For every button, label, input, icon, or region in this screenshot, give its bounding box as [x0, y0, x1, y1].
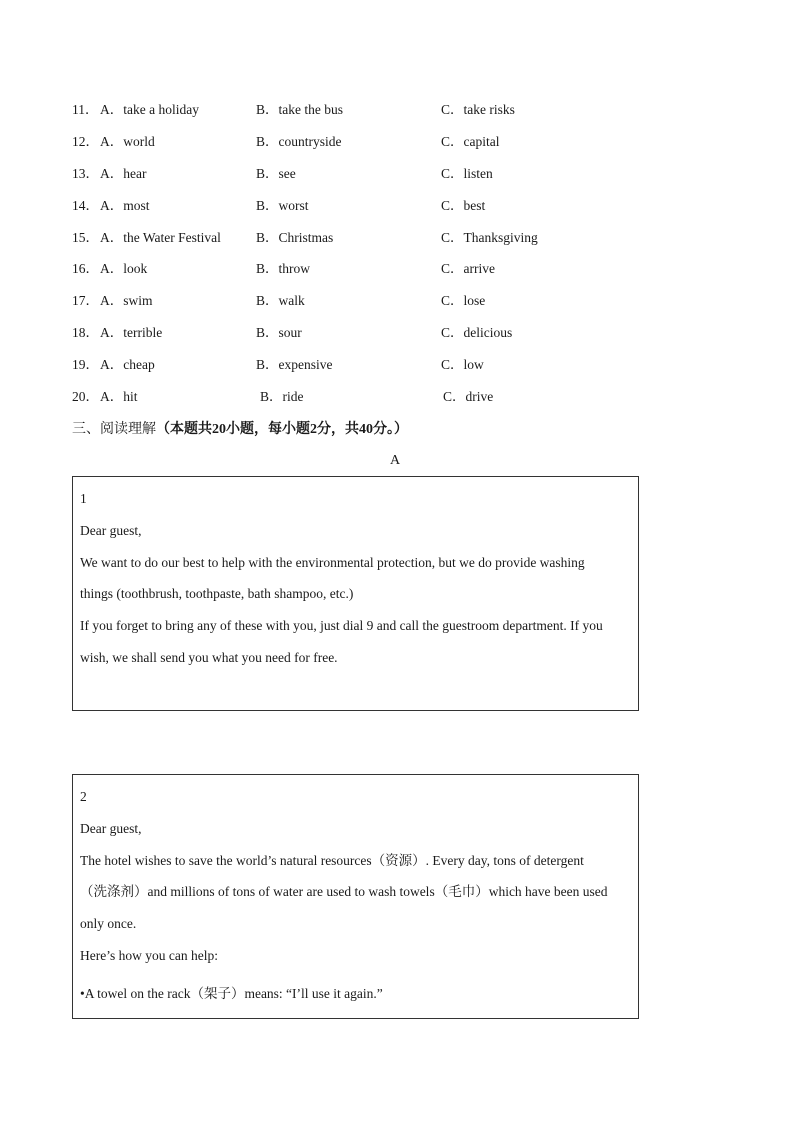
option-b: B．take the bus: [256, 102, 343, 117]
option-b: B．countryside: [256, 134, 342, 149]
option-c: C．best: [441, 198, 486, 213]
notice-text: We want to do our best to help with the environmental protection, but we do provide washing: [80, 555, 585, 570]
option-b: B．worst: [256, 198, 309, 213]
notice-text: If you forget to bring any of these with you, just dial 9 and call the guestroom department. If you: [80, 618, 603, 633]
option-c: C．capital: [441, 134, 500, 149]
question-row: [0, 100, 794, 120]
question-number: 20．: [72, 389, 99, 404]
question-number: 18．: [72, 325, 99, 340]
option-a: A．the Water Festival: [100, 230, 221, 245]
notice-text: only once.: [80, 916, 137, 931]
notice-number: 1: [80, 491, 87, 506]
option-a: A．terrible: [100, 325, 163, 340]
option-a: A．cheap: [100, 357, 155, 372]
option-a: A．hit: [100, 389, 138, 404]
option-a: A．take a holiday: [100, 102, 199, 117]
option-a: A．hear: [100, 166, 147, 181]
question-row: [0, 132, 794, 152]
question-number: 16．: [72, 261, 99, 276]
option-c: C．take risks: [441, 102, 515, 117]
option-c: C．listen: [441, 166, 493, 181]
option-b: B．ride: [260, 389, 304, 404]
option-c: C．delicious: [441, 325, 513, 340]
passage-letter: A: [390, 453, 401, 468]
option-a: A．look: [100, 261, 148, 276]
question-row: [0, 323, 794, 343]
notice-box-1: [72, 476, 639, 711]
question-number: 12．: [72, 134, 99, 149]
question-number: 11．: [72, 102, 99, 117]
notice-greeting: Dear guest,: [80, 523, 142, 538]
question-row: [0, 387, 794, 407]
notice-text: wish, we shall send you what you need for free.: [80, 650, 338, 665]
notice-text: （洗涤剂）and millions of tons of water are used to wash towels（毛巾）which have been used: [80, 884, 608, 899]
option-a: A．most: [100, 198, 150, 213]
question-row: [0, 228, 794, 248]
option-b: B．expensive: [256, 357, 333, 372]
option-a: A．world: [100, 134, 155, 149]
question-row: [0, 291, 794, 311]
question-row: [0, 355, 794, 375]
option-b: B．throw: [256, 261, 310, 276]
option-c: C．Thanksgiving: [441, 230, 538, 245]
question-number: 15．: [72, 230, 99, 245]
question-row: [0, 164, 794, 184]
question-row: [0, 259, 794, 279]
option-c: C．arrive: [441, 261, 495, 276]
notice-text: •A towel on the rack（架子）means: “I’ll use it again.”: [80, 986, 383, 1001]
option-c: C．lose: [441, 293, 486, 308]
option-b: B．Christmas: [256, 230, 334, 245]
option-b: B．sour: [256, 325, 302, 340]
question-row: [0, 196, 794, 216]
section-heading: [72, 420, 408, 440]
option-b: B．see: [256, 166, 296, 181]
notice-text: things (toothbrush, toothpaste, bath shampoo, etc.): [80, 586, 354, 601]
option-a: A．swim: [100, 293, 153, 308]
notice-greeting: Dear guest,: [80, 821, 142, 836]
question-number: 13．: [72, 166, 99, 181]
notice-text: Here’s how you can help:: [80, 948, 218, 963]
option-c: C．low: [441, 357, 484, 372]
notice-box-2: [72, 774, 639, 1019]
question-number: 14．: [72, 198, 99, 213]
option-c: C．drive: [443, 389, 494, 404]
section-title: 三、阅读理解: [72, 422, 156, 437]
question-number: 19．: [72, 357, 99, 372]
notice-text: The hotel wishes to save the world’s natural resources（资源）. Every day, tons of detergent: [80, 853, 584, 868]
section-instructions: （本题共20小题，每小题2分，共40分。）: [156, 422, 408, 437]
question-number: 17．: [72, 293, 99, 308]
option-b: B．walk: [256, 293, 305, 308]
notice-number: 2: [80, 789, 87, 804]
